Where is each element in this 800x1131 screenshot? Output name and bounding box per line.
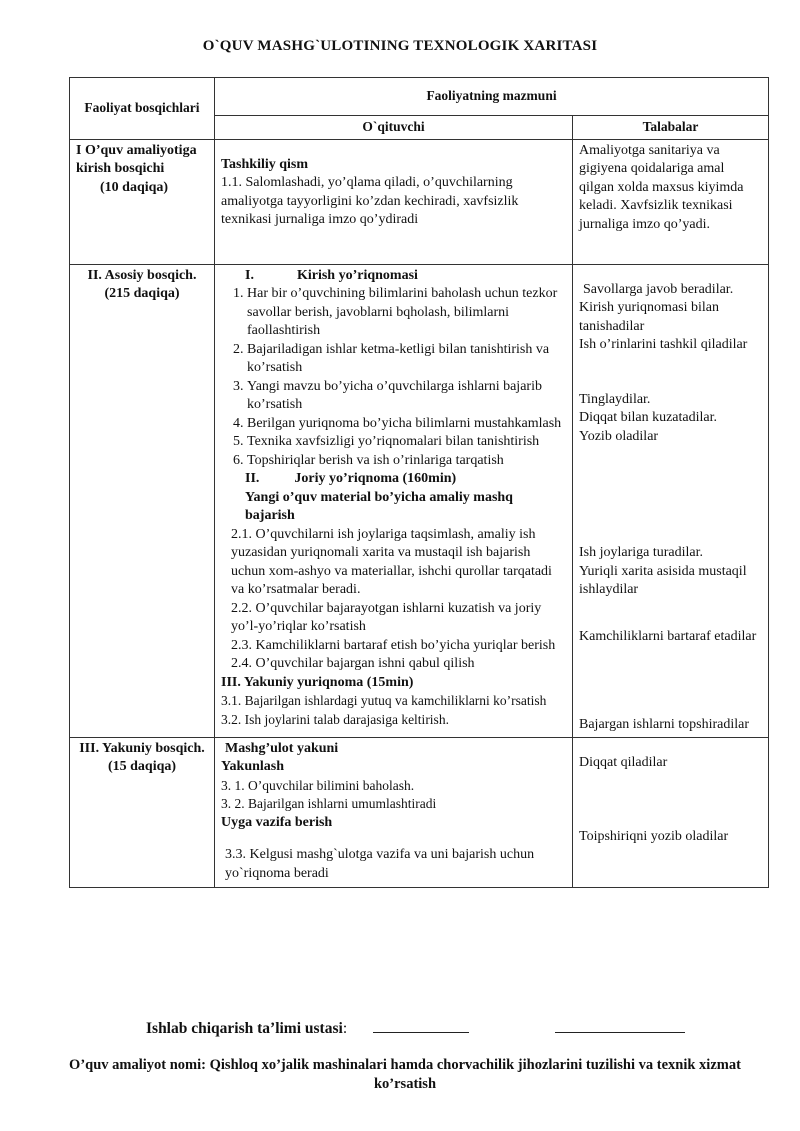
name-field[interactable] [555, 1020, 685, 1033]
list-item: 2.1. O’quvchilarni ish joylariga taqsimlash, amaliy ish yuzasidan yuriqnomali xarita va mustaqil ish bajarish uchun xom-ashyo va materiallar, ishchi qurollar tarqatadi va ko’rsatmalar beradi. [231, 526, 552, 597]
teacher-text: 1.1. Salomlashadi, yo’qlama qiladi, o’quvchilarning amaliyotga tayyorligini ko’zdan kechiradi, xavfsizlik texnikasi jurnaliga imzo qo’ydiradi [221, 175, 519, 227]
table-row [70, 139, 769, 264]
teacher-heading: Tashkiliy qism [221, 156, 309, 172]
stage-label: III. Yakuniy bosqich. [79, 740, 205, 756]
students-text: Diqqat qiladilar [579, 754, 668, 770]
list-item: 5. Texnika xavfsizligi yo’riqnomalari bilan tanishtirish [247, 433, 566, 452]
students-text: Toipshiriqni yozib oladilar [579, 829, 729, 844]
homework-heading: Uyga vazifa berish [221, 814, 333, 830]
section1-title: Kirish yo’riqnomasi [296, 267, 418, 283]
section3-title: III. Yakuniy yuriqnoma (15min) [221, 674, 414, 690]
list-item: 2.3. Kamchiliklarni bartaraf etish bo’yicha yuriqlar berish [231, 637, 556, 653]
tech-map-table [69, 77, 769, 888]
stage-time: (215 daqiqa) [104, 286, 180, 301]
stage-time: (10 daqiqa) [100, 179, 169, 195]
teacher-intro [215, 139, 573, 264]
section1-heading [221, 267, 566, 286]
students-text: Kirish yuriqnomasi bilan tanishadilar [579, 300, 719, 334]
header-row [70, 78, 769, 116]
students-text: Savollarga javob beradilar. [583, 281, 734, 297]
practice-name: O’quv amaliyot nomi: Qishloq xo’jalik mashinalari hamda chorvachilik jihozlarini tuzilishi va texnik xizmat ko’rsatish [69, 1057, 741, 1092]
stage-final [70, 737, 215, 887]
students-text: Tinglaydilar. [579, 391, 651, 407]
list-item: 6. Topshiriqlar berish va ish o’rinlariga tarqatish [247, 452, 566, 471]
signature-field[interactable] [373, 1020, 469, 1033]
students-text: Bajargan ishlarni topshiradilar [579, 717, 750, 732]
signature-label: Ishlab chiqarish ta’limi ustasi [146, 1020, 343, 1037]
section2-title: Joriy yo’riqnoma (160min) [294, 471, 457, 486]
section2-subtitle: Yangi o’quv material bo’yicha amaliy mashq bajarish [245, 489, 513, 523]
students-text: Ish joylariga turadilar. [579, 545, 704, 560]
section1-list [221, 285, 566, 470]
list-item: 2.2. O’quvchilar bajarayotgan ishlarni kuzatish va joriy yo’l-yo’riqlar ko’rsatish [231, 600, 542, 634]
list-item: 4. Berilgan yuriqnoma bo’yicha bilimlarni mustahkamlash [247, 415, 566, 434]
page-title: O`QUV MASHG`ULOTINING TEXNOLOGIK XARITASI [202, 38, 598, 54]
list-item: 3.1. Bajarilgan ishlardagi yutuq va kamchiliklarni ko’rsatish [221, 693, 547, 708]
stage-main [70, 264, 215, 737]
students-main [573, 264, 769, 737]
students-intro: Amaliyotga sanitariya va gigiyena qoidalariga amal qilgan xolda maxsus kiyimda keladi. Xavfsizlik texnikasi jurnaliga imzo qo’yadi. [573, 139, 769, 264]
students-text: Yuriqli xarita asisida mustaqil ishlaydilar [579, 563, 747, 597]
stage-label: II. Asosiy bosqich. [87, 267, 197, 283]
list-item: 2. Bajariladigan ishlar ketma-ketligi bilan tanishtirish va ko’rsatish [247, 341, 566, 378]
students-final [573, 737, 769, 887]
signature-colon: : [342, 1020, 348, 1037]
teacher-final [215, 737, 573, 887]
section2-heading [221, 470, 566, 489]
signature-line [146, 1020, 685, 1038]
header-stages: Faoliyat bosqichlari [70, 78, 215, 140]
list-item: 3.2. Ish joylarini talab darajasiga keltirish. [221, 711, 449, 727]
header-teacher: O`qituvchi [215, 116, 573, 140]
table-row [70, 264, 769, 737]
stage-intro [70, 139, 215, 264]
list-item: 1. Har bir o’quvchining bilimlarini baholash uchun tezkor savollar berish, javoblarni bqholash, bilimlarni faollashtirish [247, 285, 566, 341]
students-text: Yozib oladilar [579, 428, 659, 444]
list-item: 3. 1. O’quvchilar bilimini baholash. [221, 777, 415, 793]
final-heading: Mashg’ulot yakuni [225, 740, 339, 756]
students-text: Diqqat bilan kuzatadilar. [579, 410, 718, 425]
header-content: Faoliyatning mazmuni [215, 78, 769, 116]
list-item: 2.4. O’quvchilar bajargan ishni qabul qilish [231, 656, 475, 671]
list-item: 3. 2. Bajarilgan ishlarni umumlashtiradi [221, 796, 437, 811]
section1-number: I. [245, 267, 254, 283]
teacher-main [215, 264, 573, 737]
list-item: 3.3. Kelgusi mashg`ulotga vazifa va uni bajarish uchun yo`riqnoma beradi [225, 847, 535, 881]
stage-label: I O’quv amaliyotiga kirish bosqichi [76, 142, 197, 176]
final-subheading: Yakunlash [221, 759, 285, 774]
list-item: 3. Yangi mavzu bo’yicha o’quvchilarga ishlarni bajarib ko’rsatish [247, 378, 566, 415]
students-text: Ish o’rinlarini tashkil qiladilar [579, 337, 748, 352]
stage-time: (15 daqiqa) [107, 759, 177, 774]
section2-number: II. [245, 471, 260, 486]
students-text: Kamchiliklarni bartaraf etadilar [579, 628, 757, 644]
table-row [70, 737, 769, 887]
header-students: Talabalar [573, 116, 769, 140]
